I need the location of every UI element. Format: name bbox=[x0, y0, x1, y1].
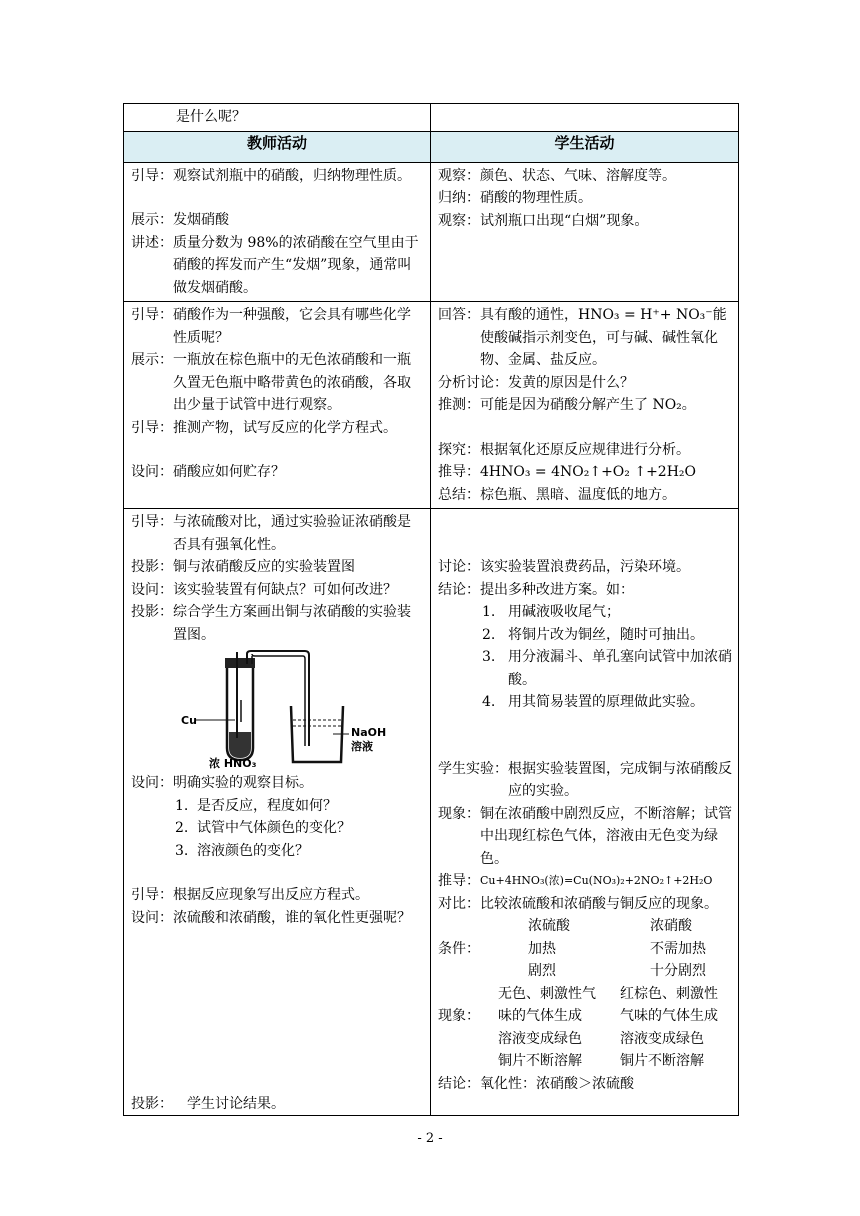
table-row bbox=[124, 104, 739, 132]
student-cell bbox=[431, 302, 739, 509]
student-line: 推导： Cu+4HNO₃(浓)=Cu(NO₃)₂+2NO₂↑+2H₂O bbox=[438, 873, 713, 889]
page-number: - 2 - bbox=[417, 1131, 443, 1146]
student-line: 结论： 提出多种改进方案。如： bbox=[438, 581, 634, 598]
naoh-solution-label: 溶液 bbox=[351, 740, 373, 753]
list-item: 4. 用其简易装置的原理做此实验。 bbox=[482, 694, 704, 710]
table-row bbox=[124, 162, 739, 302]
teacher-line: 投影： 铜与浓硝酸反应的实验装置图 bbox=[131, 559, 355, 575]
list-item: 1. 用碱液吸收尾气； bbox=[482, 604, 620, 620]
student-line: 推导： 4HNO₃ = 4NO₂↑+O₂ ↑+2H₂O bbox=[438, 464, 697, 480]
list-item: 2. 将铜片改为铜丝，随时可抽出。 bbox=[482, 626, 704, 643]
student-line: 对比： 比较浓硫酸和浓硝酸与铜反应的现象。 bbox=[438, 895, 718, 912]
teacher-header: 教师活动 bbox=[124, 131, 431, 162]
student-line: 学生实验： 根据实验装置图，完成铜与浓硝酸反应的实验。 bbox=[438, 760, 732, 799]
teacher-line: 设问： 硝酸应如何贮存？ bbox=[131, 464, 285, 480]
teacher-line: 引导： 推测产物，试写反应的化学方程式。 bbox=[131, 419, 397, 436]
table-row bbox=[124, 302, 739, 509]
student-line: 分析讨论： 发黄的原因是什么？ bbox=[438, 374, 634, 391]
list-item: 1. 是否反应，程度如何？ bbox=[175, 797, 337, 814]
apparatus-figure bbox=[181, 650, 387, 770]
teacher-line: 投影： 综合学生方案画出铜与浓硝酸的实验装置图。 bbox=[131, 604, 411, 643]
teacher-line: 设问： 浓硫酸和浓硝酸，谁的氧化性更强呢？ bbox=[131, 909, 411, 926]
teacher-line: 设问： 明确实验的观察目标。 bbox=[131, 775, 313, 791]
student-line: 推测： 可能是因为硝酸分解产生了 NO₂。 bbox=[438, 397, 696, 413]
teacher-line: 展示： 一瓶放在棕色瓶中的无色浓硝酸和一瓶久置无色瓶中略带黄色的浓硝酸，各取出少量于试管中进行观察。 bbox=[131, 352, 411, 413]
continued-cell bbox=[124, 104, 431, 132]
student-line: 现象： 铜在浓硝酸中剧烈反应，不断溶解；试管中出现红棕色气体，溶液由无色变为绿色。 bbox=[438, 805, 732, 867]
naoh-label: NaOH bbox=[351, 726, 387, 739]
continued-cell-empty bbox=[431, 104, 739, 132]
teacher-line: 引导： 硝酸作为一种强酸，它会具有哪些化学性质呢？ bbox=[131, 307, 411, 346]
student-header: 学生活动 bbox=[431, 131, 739, 162]
teacher-line: 引导： 根据反应现象写出反应方程式。 bbox=[131, 887, 369, 903]
continued-text: 是什么呢？ bbox=[176, 109, 246, 125]
delivery-tube bbox=[247, 651, 309, 746]
stopper bbox=[225, 658, 255, 668]
student-line: 观察： 颜色、状态、气味、溶解度等。 bbox=[438, 167, 676, 184]
teacher-line: 设问： 该实验装置有何缺点？可如何改进？ bbox=[131, 581, 397, 598]
delivery-tube-inner bbox=[252, 654, 305, 746]
teacher-cell bbox=[124, 509, 431, 1116]
cu-label: Cu bbox=[181, 714, 197, 727]
student-line: 探究： 根据氧化还原反应规律进行分析。 bbox=[438, 441, 690, 458]
student-line: 讨论： 该实验装置浪费药品，污染环境。 bbox=[438, 559, 690, 575]
teacher-line: 讲述： 质量分数为 98%的浓硝酸在空气里由于硝酸的挥发而产生“发烟”现象，通常叫做发烟硝酸。 bbox=[131, 234, 419, 296]
student-cell bbox=[431, 509, 739, 1116]
teacher-cell bbox=[124, 302, 431, 509]
comparison-table: 浓硫酸 浓硝酸 条件： 加热 不需加热 剧烈 十分剧烈 无色、刺激性气 红棕色、刺激性 现象： 味的气体生成 气味的气体生成 溶液变成绿色 溶液变成绿色 铜片不断溶解 铜片不断溶解 bbox=[438, 918, 718, 1069]
table-header-row bbox=[124, 131, 739, 162]
teacher-cell bbox=[124, 162, 431, 302]
student-line: 回答： 具有酸的通性，HNO₃ = H⁺+ NO₃⁻能使酸碱指示剂变色，可与碱、碱性氧化物、金属、盐反应。 bbox=[438, 307, 727, 368]
acid-liquid bbox=[229, 732, 251, 758]
student-cell bbox=[431, 162, 739, 302]
list-item: 2. 试管中气体颜色的变化？ bbox=[175, 820, 351, 836]
teacher-line: 引导： 与浓硫酸对比，通过实验验证浓硝酸是否具有强氧化性。 bbox=[131, 514, 411, 553]
hno3-label: 浓 HNO₃ bbox=[209, 757, 257, 770]
student-line: 归纳： 硝酸的物理性质。 bbox=[438, 190, 592, 206]
list-item: 3. 溶液颜色的变化？ bbox=[175, 842, 309, 859]
student-line: 观察： 试剂瓶口出现“白烟”现象。 bbox=[438, 212, 649, 229]
teacher-line: 投影： 学生讨论结果。 bbox=[131, 1095, 285, 1112]
table-row bbox=[124, 509, 739, 1116]
student-line: 结论： 氧化性：浓硝酸＞浓硫酸 bbox=[438, 1075, 634, 1092]
teacher-line: 引导： 观察试剂瓶中的硝酸，归纳物理性质。 bbox=[131, 167, 411, 184]
lesson-table bbox=[123, 103, 739, 1116]
student-line: 总结： 棕色瓶、黑暗、温度低的地方。 bbox=[438, 486, 676, 503]
list-item: 3. 用分液漏斗、单孔塞向试管中加浓硝酸。 bbox=[482, 649, 732, 688]
teacher-line: 展示： 发烟硝酸 bbox=[131, 212, 229, 228]
